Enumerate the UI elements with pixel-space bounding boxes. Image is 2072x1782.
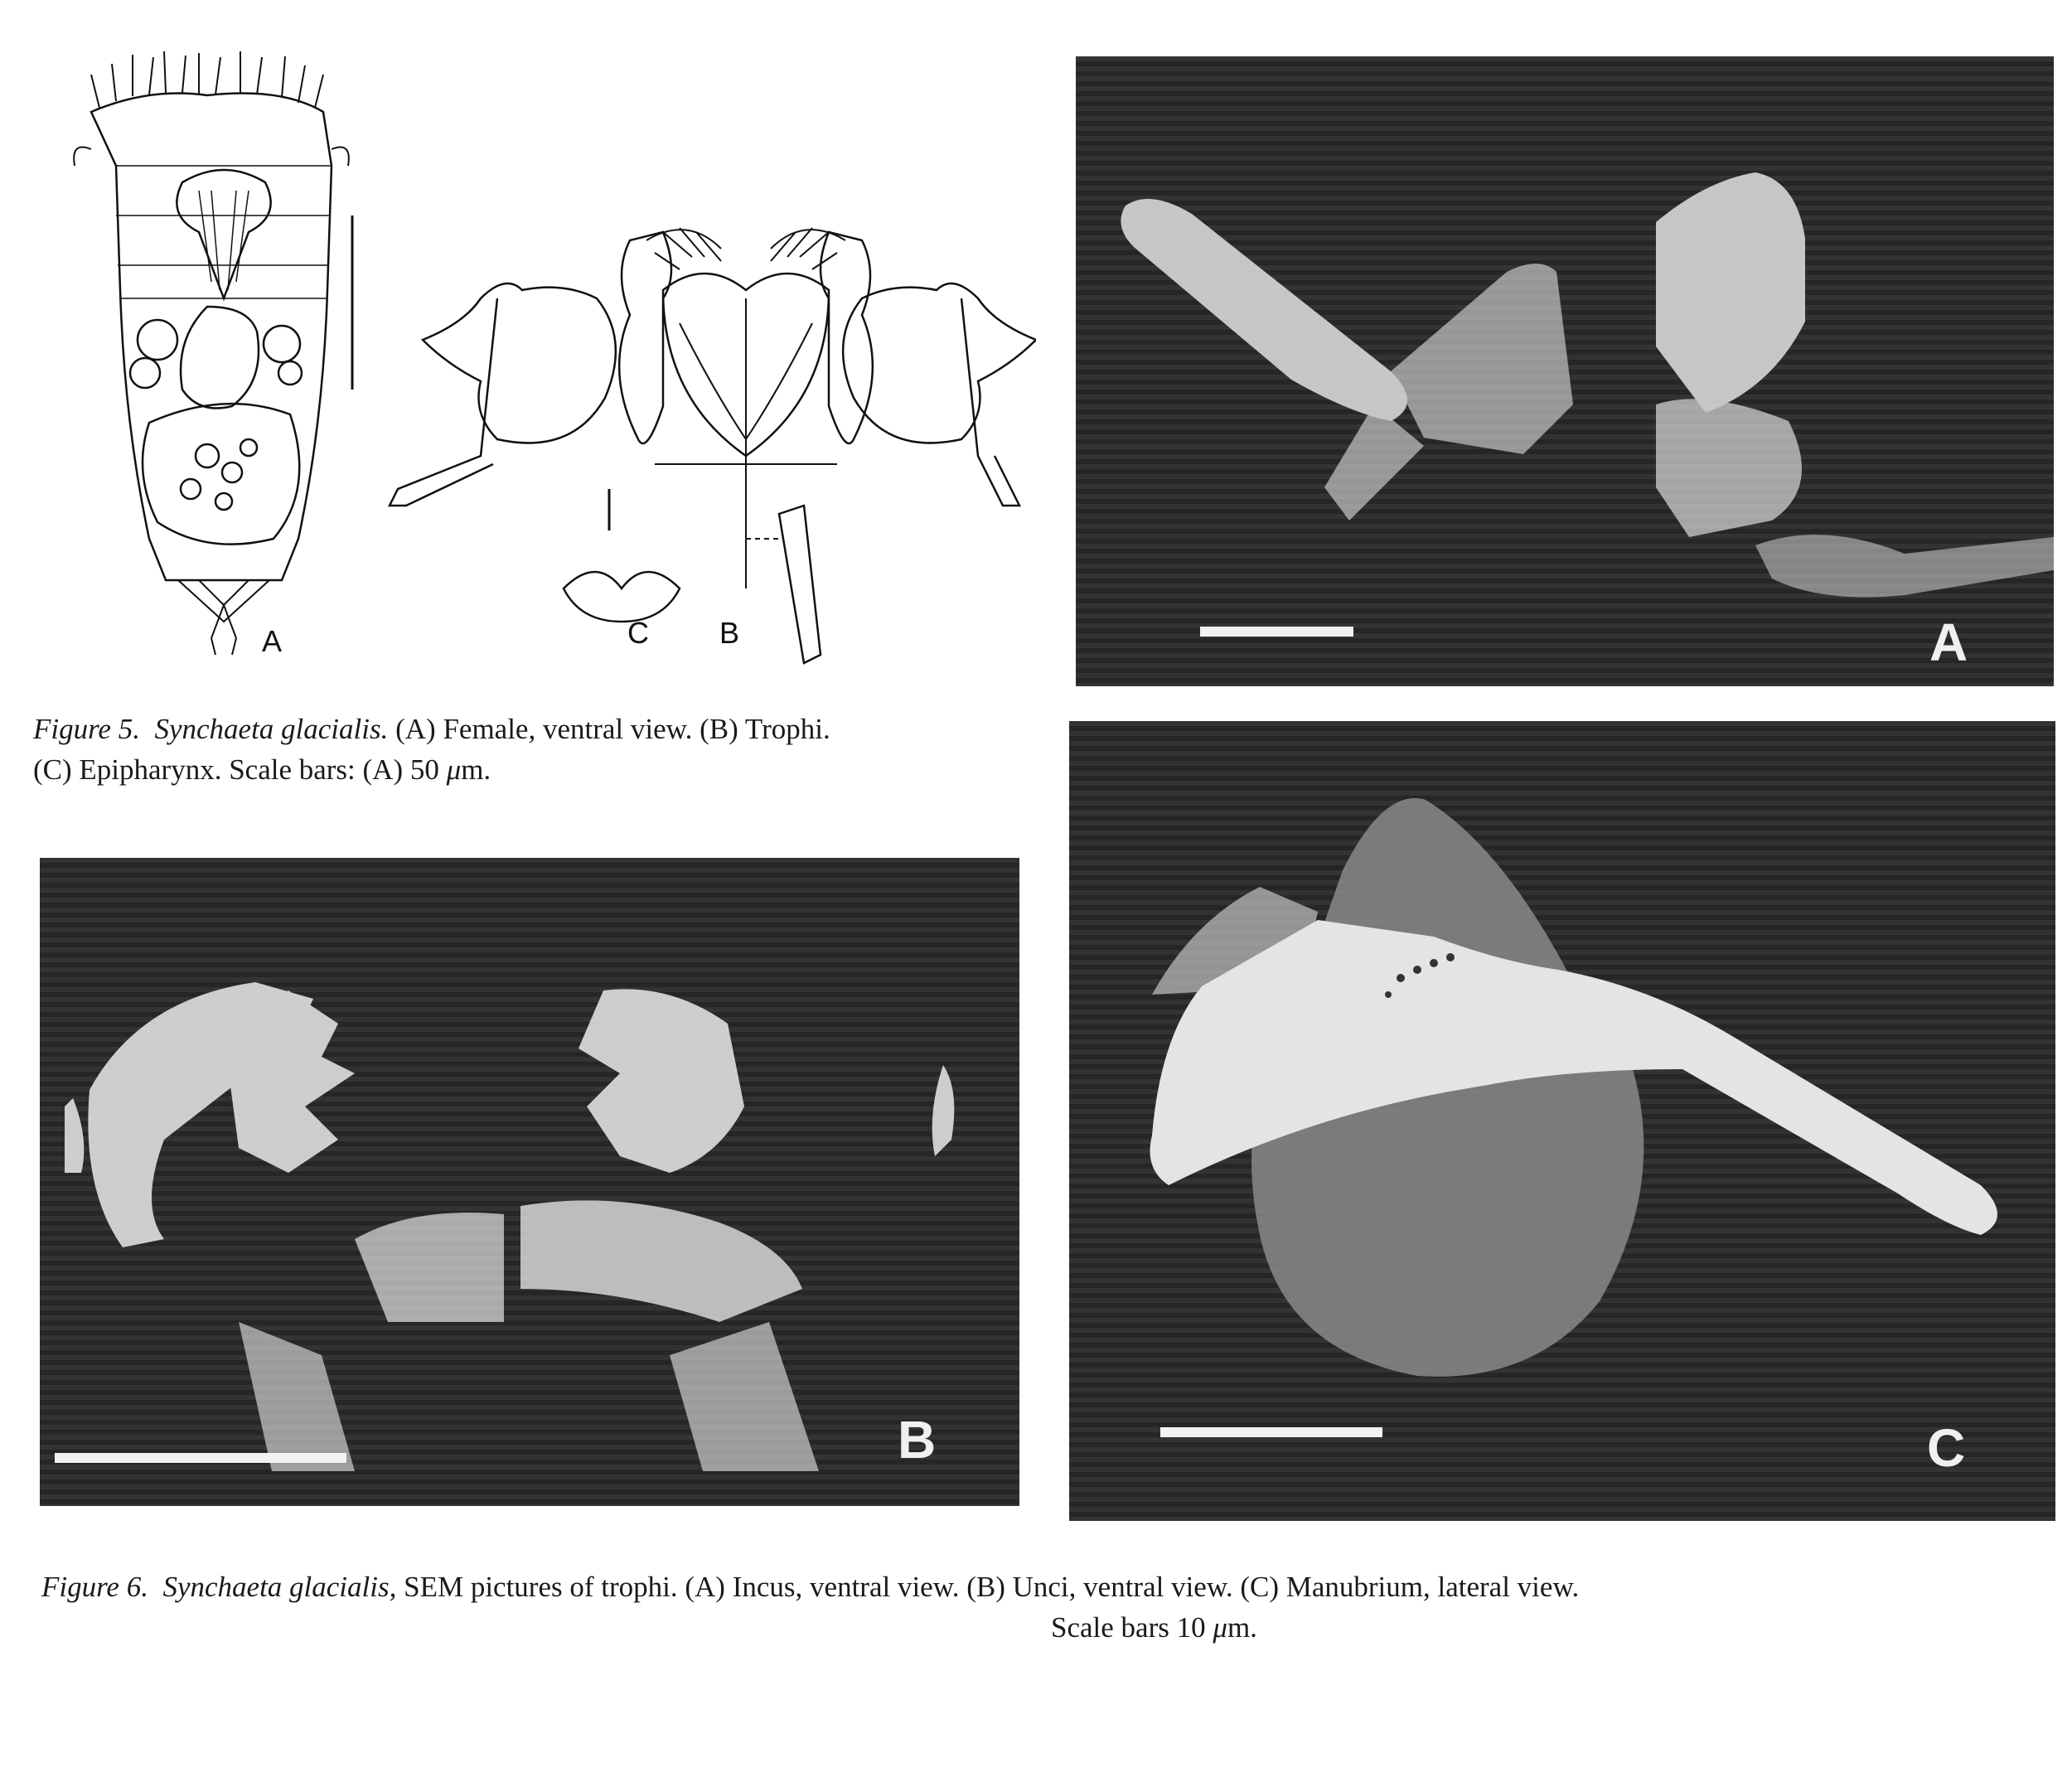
figure6-text-part2: ventral view. (B) Unci, ventral view. (C) Manubrium, lateral view. — [810, 1571, 1580, 1603]
mastax-outline — [177, 170, 270, 298]
figure5-drawings — [33, 25, 1036, 688]
figure6-text-part1: SEM pictures of trophi. (A) Incus, — [404, 1571, 803, 1603]
figure5-text-line1: (A) Female, ventral view. (B) Trophi. — [395, 713, 830, 745]
figure6-text-line2a: Scale bars 10 — [1051, 1611, 1213, 1644]
figure5-caption-line2 — [33, 749, 1053, 790]
scale-bar-sem-b — [55, 1453, 346, 1463]
figure5-drawing-panel — [33, 25, 1036, 688]
sem-manubrium-image — [1069, 721, 2055, 1521]
figure6-text-line2b: m. — [1227, 1611, 1257, 1644]
figure6-label: Figure 6. — [41, 1571, 148, 1603]
figure5-caption-line1 — [33, 709, 1053, 749]
figure5-text-line2b: m. — [461, 753, 491, 786]
sem-letter-c: C — [1927, 1418, 1966, 1478]
figure5-letter-b: B — [719, 616, 740, 650]
sem-panel-a — [1076, 56, 2054, 686]
sem-letter-b: B — [898, 1410, 937, 1470]
figure5-letter-a: A — [262, 624, 283, 658]
epipharynx-outline — [564, 572, 680, 622]
figure5-label: Figure 5. — [33, 713, 140, 745]
figure5-text-line2a: (C) Epipharynx. Scale bars: (A) 50 — [33, 753, 447, 786]
figure6-mu: μ — [1213, 1611, 1227, 1644]
figure5-mu: μ — [446, 753, 462, 786]
scale-bar-sem-c — [1160, 1427, 1382, 1437]
scale-bar-sem-a — [1200, 627, 1353, 637]
sem-letter-a: A — [1929, 613, 1968, 672]
figure5-caption — [33, 709, 1053, 790]
sem-unci-image — [40, 858, 1019, 1506]
figure6-caption-line2 — [41, 1607, 2055, 1648]
figure6-caption — [41, 1567, 2055, 1648]
trophi-left-ramus — [619, 232, 671, 443]
sem-panel-b — [40, 858, 1019, 1506]
sem-incus-image — [1076, 56, 2054, 686]
figure6-caption-line1 — [41, 1567, 2055, 1607]
sem-panel-c — [1069, 721, 2055, 1521]
ovary-outline — [143, 404, 299, 545]
figure5-species: Synchaeta glacialis. — [154, 713, 389, 745]
figure5-letter-c: C — [627, 616, 649, 650]
trophi-left-manubrium — [423, 283, 616, 443]
trophi-right-ramus — [821, 232, 873, 443]
fulcrum-lateral — [779, 506, 821, 663]
figure6-species: Synchaeta glacialis, — [162, 1571, 397, 1603]
